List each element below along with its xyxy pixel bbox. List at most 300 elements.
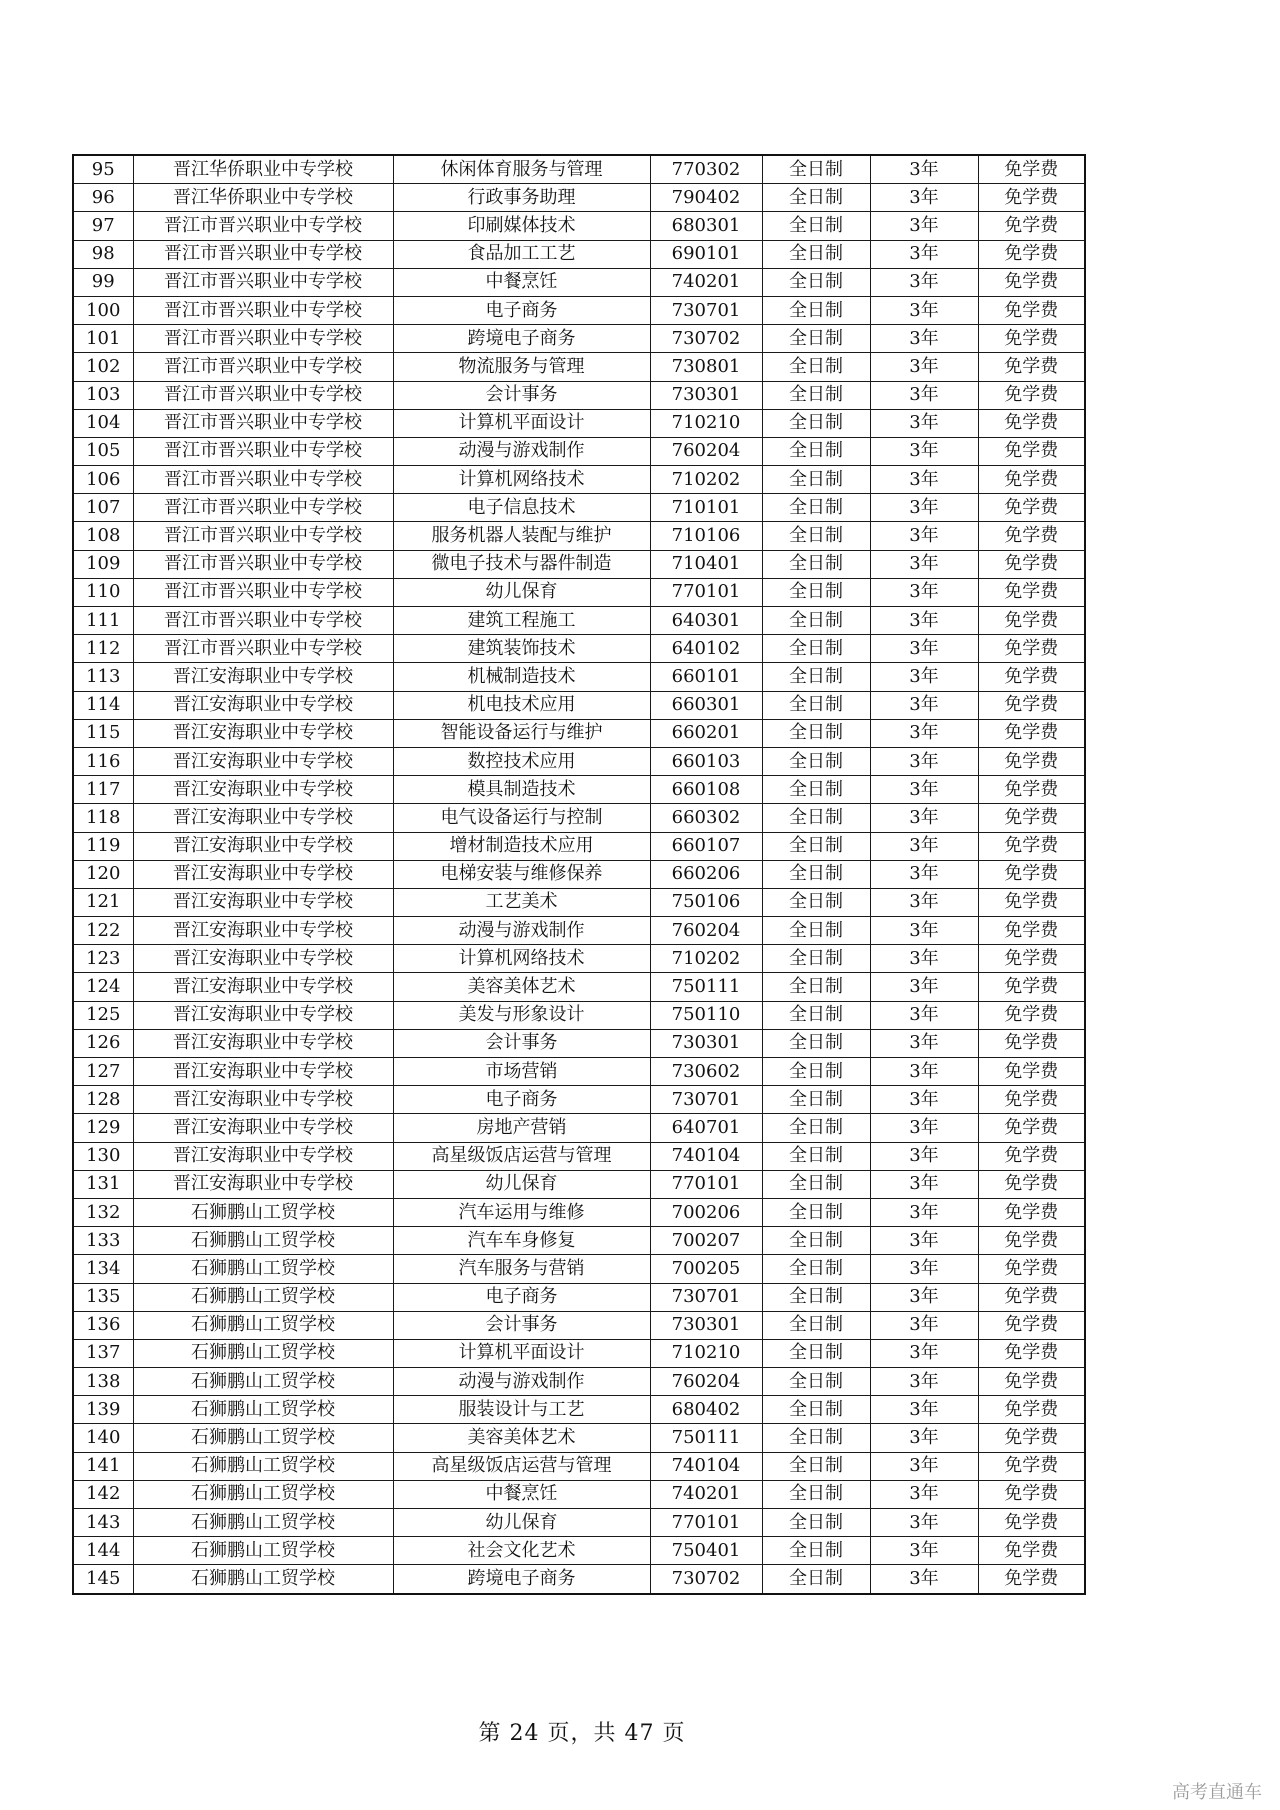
tuition-cell: 免学费 [978, 1114, 1085, 1142]
school-name-cell: 晋江市晋兴职业中专学校 [133, 466, 393, 494]
page-suffix: 页 [662, 1721, 686, 1746]
tuition-cell: 免学费 [978, 1509, 1085, 1537]
duration-cell: 3年 [870, 184, 978, 212]
table-row [73, 1114, 1085, 1142]
major-name-cell: 美发与形象设计 [393, 1001, 650, 1029]
enrollment-table [72, 154, 1086, 1595]
tuition-cell: 免学费 [978, 832, 1085, 860]
tuition-cell: 免学费 [978, 1339, 1085, 1367]
duration-cell: 3年 [870, 437, 978, 465]
major-name-cell: 电气设备运行与控制 [393, 804, 650, 832]
duration-cell: 3年 [870, 1452, 978, 1480]
major-code-cell: 710401 [650, 550, 762, 578]
major-code-cell: 750106 [650, 888, 762, 916]
table-row [73, 832, 1085, 860]
table-row [73, 494, 1085, 522]
tuition-cell: 免学费 [978, 917, 1085, 945]
major-code-cell: 770101 [650, 1509, 762, 1537]
duration-cell: 3年 [870, 1198, 978, 1226]
duration-cell: 3年 [870, 1339, 978, 1367]
school-name-cell: 晋江安海职业中专学校 [133, 832, 393, 860]
table-row [73, 1142, 1085, 1170]
row-index-cell: 114 [73, 691, 133, 719]
study-mode-cell: 全日制 [762, 1142, 870, 1170]
study-mode-cell: 全日制 [762, 1480, 870, 1508]
duration-cell: 3年 [870, 409, 978, 437]
major-code-cell: 730701 [650, 1283, 762, 1311]
major-name-cell: 微电子技术与器件制造 [393, 550, 650, 578]
row-index-cell: 120 [73, 860, 133, 888]
study-mode-cell: 全日制 [762, 860, 870, 888]
major-code-cell: 770101 [650, 578, 762, 606]
study-mode-cell: 全日制 [762, 466, 870, 494]
major-name-cell: 高星级饭店运营与管理 [393, 1142, 650, 1170]
major-code-cell: 730702 [650, 1565, 762, 1594]
row-index-cell: 116 [73, 747, 133, 775]
school-name-cell: 石狮鹏山工贸学校 [133, 1452, 393, 1480]
tuition-cell: 免学费 [978, 1029, 1085, 1057]
tuition-cell: 免学费 [978, 1368, 1085, 1396]
row-index-cell: 137 [73, 1339, 133, 1367]
school-name-cell: 晋江安海职业中专学校 [133, 804, 393, 832]
study-mode-cell: 全日制 [762, 1565, 870, 1594]
duration-cell: 3年 [870, 240, 978, 268]
table-row [73, 888, 1085, 916]
tuition-cell: 免学费 [978, 155, 1085, 184]
row-index-cell: 141 [73, 1452, 133, 1480]
watermark-text: 高考直通车 [1172, 1782, 1262, 1803]
table-row [73, 409, 1085, 437]
study-mode-cell: 全日制 [762, 268, 870, 296]
major-name-cell: 计算机网络技术 [393, 466, 650, 494]
duration-cell: 3年 [870, 466, 978, 494]
school-name-cell: 晋江安海职业中专学校 [133, 1086, 393, 1114]
study-mode-cell: 全日制 [762, 1283, 870, 1311]
row-index-cell: 125 [73, 1001, 133, 1029]
major-name-cell: 汽车服务与营销 [393, 1255, 650, 1283]
major-name-cell: 会计事务 [393, 381, 650, 409]
major-name-cell: 计算机平面设计 [393, 1339, 650, 1367]
major-name-cell: 增材制造技术应用 [393, 832, 650, 860]
duration-cell: 3年 [870, 973, 978, 1001]
study-mode-cell: 全日制 [762, 522, 870, 550]
major-code-cell: 750111 [650, 973, 762, 1001]
row-index-cell: 132 [73, 1198, 133, 1226]
study-mode-cell: 全日制 [762, 437, 870, 465]
school-name-cell: 石狮鹏山工贸学校 [133, 1480, 393, 1508]
tuition-cell: 免学费 [978, 1565, 1085, 1594]
duration-cell: 3年 [870, 296, 978, 324]
duration-cell: 3年 [870, 1114, 978, 1142]
duration-cell: 3年 [870, 1058, 978, 1086]
table-row [73, 240, 1085, 268]
school-name-cell: 晋江市晋兴职业中专学校 [133, 494, 393, 522]
major-name-cell: 智能设备运行与维护 [393, 719, 650, 747]
study-mode-cell: 全日制 [762, 240, 870, 268]
study-mode-cell: 全日制 [762, 1227, 870, 1255]
duration-cell: 3年 [870, 1255, 978, 1283]
tuition-cell: 免学费 [978, 945, 1085, 973]
study-mode-cell: 全日制 [762, 578, 870, 606]
major-code-cell: 660103 [650, 747, 762, 775]
row-index-cell: 100 [73, 296, 133, 324]
major-code-cell: 740201 [650, 268, 762, 296]
major-code-cell: 730301 [650, 1311, 762, 1339]
tuition-cell: 免学费 [978, 1086, 1085, 1114]
tuition-cell: 免学费 [978, 1480, 1085, 1508]
study-mode-cell: 全日制 [762, 409, 870, 437]
school-name-cell: 石狮鹏山工贸学校 [133, 1396, 393, 1424]
table-row [73, 1537, 1085, 1565]
row-index-cell: 107 [73, 494, 133, 522]
major-code-cell: 690101 [650, 240, 762, 268]
table-row [73, 1255, 1085, 1283]
table-row [73, 917, 1085, 945]
study-mode-cell: 全日制 [762, 832, 870, 860]
row-index-cell: 97 [73, 212, 133, 240]
page-number: 24 [509, 1721, 540, 1746]
major-name-cell: 建筑工程施工 [393, 607, 650, 635]
table-row [73, 1396, 1085, 1424]
school-name-cell: 晋江市晋兴职业中专学校 [133, 353, 393, 381]
major-name-cell: 中餐烹饪 [393, 1480, 650, 1508]
tuition-cell: 免学费 [978, 409, 1085, 437]
table-row [73, 804, 1085, 832]
row-index-cell: 113 [73, 663, 133, 691]
table-row [73, 1565, 1085, 1594]
study-mode-cell: 全日制 [762, 1255, 870, 1283]
major-code-cell: 700207 [650, 1227, 762, 1255]
school-name-cell: 石狮鹏山工贸学校 [133, 1227, 393, 1255]
row-index-cell: 99 [73, 268, 133, 296]
row-index-cell: 138 [73, 1368, 133, 1396]
study-mode-cell: 全日制 [762, 917, 870, 945]
table-row [73, 663, 1085, 691]
table-row [73, 578, 1085, 606]
tuition-cell: 免学费 [978, 1058, 1085, 1086]
page-footer [0, 1716, 1164, 1747]
major-name-cell: 电子信息技术 [393, 494, 650, 522]
study-mode-cell: 全日制 [762, 550, 870, 578]
row-index-cell: 123 [73, 945, 133, 973]
row-index-cell: 110 [73, 578, 133, 606]
study-mode-cell: 全日制 [762, 381, 870, 409]
duration-cell: 3年 [870, 1368, 978, 1396]
row-index-cell: 142 [73, 1480, 133, 1508]
row-index-cell: 139 [73, 1396, 133, 1424]
major-code-cell: 660107 [650, 832, 762, 860]
study-mode-cell: 全日制 [762, 776, 870, 804]
row-index-cell: 134 [73, 1255, 133, 1283]
study-mode-cell: 全日制 [762, 1311, 870, 1339]
duration-cell: 3年 [870, 578, 978, 606]
duration-cell: 3年 [870, 522, 978, 550]
study-mode-cell: 全日制 [762, 945, 870, 973]
duration-cell: 3年 [870, 832, 978, 860]
tuition-cell: 免学费 [978, 691, 1085, 719]
study-mode-cell: 全日制 [762, 1198, 870, 1226]
tuition-cell: 免学费 [978, 1452, 1085, 1480]
table-row [73, 1311, 1085, 1339]
major-code-cell: 710101 [650, 494, 762, 522]
major-name-cell: 社会文化艺术 [393, 1537, 650, 1565]
row-index-cell: 128 [73, 1086, 133, 1114]
major-name-cell: 房地产营销 [393, 1114, 650, 1142]
tuition-cell: 免学费 [978, 1396, 1085, 1424]
major-name-cell: 中餐烹饪 [393, 268, 650, 296]
school-name-cell: 晋江安海职业中专学校 [133, 776, 393, 804]
table-row [73, 381, 1085, 409]
major-code-cell: 730301 [650, 1029, 762, 1057]
major-code-cell: 680402 [650, 1396, 762, 1424]
study-mode-cell: 全日制 [762, 1509, 870, 1537]
tuition-cell: 免学费 [978, 1227, 1085, 1255]
school-name-cell: 石狮鹏山工贸学校 [133, 1509, 393, 1537]
school-name-cell: 晋江市晋兴职业中专学校 [133, 550, 393, 578]
school-name-cell: 晋江市晋兴职业中专学校 [133, 212, 393, 240]
major-code-cell: 790402 [650, 184, 762, 212]
duration-cell: 3年 [870, 1001, 978, 1029]
tuition-cell: 免学费 [978, 1283, 1085, 1311]
row-index-cell: 127 [73, 1058, 133, 1086]
school-name-cell: 晋江安海职业中专学校 [133, 1170, 393, 1198]
row-index-cell: 108 [73, 522, 133, 550]
major-name-cell: 会计事务 [393, 1029, 650, 1057]
major-code-cell: 740201 [650, 1480, 762, 1508]
major-code-cell: 660108 [650, 776, 762, 804]
row-index-cell: 122 [73, 917, 133, 945]
row-index-cell: 129 [73, 1114, 133, 1142]
row-index-cell: 131 [73, 1170, 133, 1198]
study-mode-cell: 全日制 [762, 607, 870, 635]
tuition-cell: 免学费 [978, 494, 1085, 522]
table-row [73, 268, 1085, 296]
duration-cell: 3年 [870, 1142, 978, 1170]
table-row [73, 719, 1085, 747]
duration-cell: 3年 [870, 607, 978, 635]
major-name-cell: 幼儿保育 [393, 1170, 650, 1198]
school-name-cell: 晋江安海职业中专学校 [133, 691, 393, 719]
duration-cell: 3年 [870, 888, 978, 916]
major-name-cell: 机械制造技术 [393, 663, 650, 691]
major-name-cell: 数控技术应用 [393, 747, 650, 775]
table-row [73, 945, 1085, 973]
major-name-cell: 会计事务 [393, 1311, 650, 1339]
major-name-cell: 物流服务与管理 [393, 353, 650, 381]
row-index-cell: 136 [73, 1311, 133, 1339]
study-mode-cell: 全日制 [762, 325, 870, 353]
major-code-cell: 640102 [650, 635, 762, 663]
school-name-cell: 晋江安海职业中专学校 [133, 1001, 393, 1029]
major-code-cell: 710202 [650, 466, 762, 494]
major-name-cell: 幼儿保育 [393, 578, 650, 606]
study-mode-cell: 全日制 [762, 719, 870, 747]
table-row [73, 1509, 1085, 1537]
duration-cell: 3年 [870, 945, 978, 973]
major-code-cell: 640701 [650, 1114, 762, 1142]
row-index-cell: 104 [73, 409, 133, 437]
major-name-cell: 机电技术应用 [393, 691, 650, 719]
major-name-cell: 食品加工工艺 [393, 240, 650, 268]
row-index-cell: 105 [73, 437, 133, 465]
major-name-cell: 电子商务 [393, 1086, 650, 1114]
duration-cell: 3年 [870, 1424, 978, 1452]
major-name-cell: 印刷媒体技术 [393, 212, 650, 240]
school-name-cell: 晋江市晋兴职业中专学校 [133, 635, 393, 663]
tuition-cell: 免学费 [978, 1001, 1085, 1029]
table-row [73, 1001, 1085, 1029]
table-row [73, 1086, 1085, 1114]
study-mode-cell: 全日制 [762, 691, 870, 719]
school-name-cell: 石狮鹏山工贸学校 [133, 1424, 393, 1452]
tuition-cell: 免学费 [978, 1255, 1085, 1283]
duration-cell: 3年 [870, 1227, 978, 1255]
major-code-cell: 740104 [650, 1142, 762, 1170]
major-name-cell: 动漫与游戏制作 [393, 1368, 650, 1396]
major-name-cell: 汽车运用与维修 [393, 1198, 650, 1226]
tuition-cell: 免学费 [978, 325, 1085, 353]
duration-cell: 3年 [870, 1396, 978, 1424]
school-name-cell: 晋江安海职业中专学校 [133, 888, 393, 916]
table-row [73, 155, 1085, 184]
major-name-cell: 模具制造技术 [393, 776, 650, 804]
major-code-cell: 760204 [650, 437, 762, 465]
school-name-cell: 石狮鹏山工贸学校 [133, 1198, 393, 1226]
row-index-cell: 118 [73, 804, 133, 832]
major-code-cell: 710106 [650, 522, 762, 550]
school-name-cell: 晋江市晋兴职业中专学校 [133, 437, 393, 465]
duration-cell: 3年 [870, 663, 978, 691]
row-index-cell: 103 [73, 381, 133, 409]
major-code-cell: 730801 [650, 353, 762, 381]
tuition-cell: 免学费 [978, 1170, 1085, 1198]
school-name-cell: 晋江安海职业中专学校 [133, 945, 393, 973]
study-mode-cell: 全日制 [762, 747, 870, 775]
table-row [73, 1058, 1085, 1086]
major-code-cell: 730702 [650, 325, 762, 353]
table-row [73, 1452, 1085, 1480]
table-row [73, 691, 1085, 719]
tuition-cell: 免学费 [978, 663, 1085, 691]
tuition-cell: 免学费 [978, 1311, 1085, 1339]
major-code-cell: 760204 [650, 917, 762, 945]
table-row [73, 550, 1085, 578]
tuition-cell: 免学费 [978, 973, 1085, 1001]
study-mode-cell: 全日制 [762, 1396, 870, 1424]
major-name-cell: 建筑装饰技术 [393, 635, 650, 663]
school-name-cell: 晋江市晋兴职业中专学校 [133, 409, 393, 437]
tuition-cell: 免学费 [978, 719, 1085, 747]
school-name-cell: 晋江安海职业中专学校 [133, 860, 393, 888]
duration-cell: 3年 [870, 691, 978, 719]
table-row [73, 1339, 1085, 1367]
duration-cell: 3年 [870, 804, 978, 832]
major-code-cell: 660101 [650, 663, 762, 691]
tuition-cell: 免学费 [978, 747, 1085, 775]
tuition-cell: 免学费 [978, 550, 1085, 578]
table-row [73, 1283, 1085, 1311]
duration-cell: 3年 [870, 494, 978, 522]
study-mode-cell: 全日制 [762, 1170, 870, 1198]
tuition-cell: 免学费 [978, 184, 1085, 212]
table-row [73, 1029, 1085, 1057]
study-mode-cell: 全日制 [762, 1114, 870, 1142]
study-mode-cell: 全日制 [762, 888, 870, 916]
duration-cell: 3年 [870, 550, 978, 578]
school-name-cell: 晋江市晋兴职业中专学校 [133, 381, 393, 409]
table-row [73, 296, 1085, 324]
school-name-cell: 晋江安海职业中专学校 [133, 1142, 393, 1170]
duration-cell: 3年 [870, 776, 978, 804]
school-name-cell: 晋江安海职业中专学校 [133, 663, 393, 691]
tuition-cell: 免学费 [978, 353, 1085, 381]
school-name-cell: 晋江安海职业中专学校 [133, 917, 393, 945]
row-index-cell: 130 [73, 1142, 133, 1170]
table-row [73, 437, 1085, 465]
major-code-cell: 700206 [650, 1198, 762, 1226]
study-mode-cell: 全日制 [762, 1001, 870, 1029]
school-name-cell: 晋江市晋兴职业中专学校 [133, 325, 393, 353]
school-name-cell: 晋江市晋兴职业中专学校 [133, 268, 393, 296]
duration-cell: 3年 [870, 268, 978, 296]
table-row [73, 1368, 1085, 1396]
row-index-cell: 95 [73, 155, 133, 184]
duration-cell: 3年 [870, 1029, 978, 1057]
table-row [73, 212, 1085, 240]
school-name-cell: 晋江安海职业中专学校 [133, 1114, 393, 1142]
table-row [73, 353, 1085, 381]
major-name-cell: 电梯安装与维修保养 [393, 860, 650, 888]
row-index-cell: 106 [73, 466, 133, 494]
school-name-cell: 晋江安海职业中专学校 [133, 1029, 393, 1057]
tuition-cell: 免学费 [978, 888, 1085, 916]
study-mode-cell: 全日制 [762, 155, 870, 184]
major-name-cell: 高星级饭店运营与管理 [393, 1452, 650, 1480]
table-row [73, 860, 1085, 888]
row-index-cell: 133 [73, 1227, 133, 1255]
school-name-cell: 晋江华侨职业中专学校 [133, 184, 393, 212]
major-code-cell: 750110 [650, 1001, 762, 1029]
study-mode-cell: 全日制 [762, 635, 870, 663]
major-name-cell: 服装设计与工艺 [393, 1396, 650, 1424]
major-code-cell: 660206 [650, 860, 762, 888]
row-index-cell: 112 [73, 635, 133, 663]
school-name-cell: 晋江华侨职业中专学校 [133, 155, 393, 184]
major-name-cell: 计算机网络技术 [393, 945, 650, 973]
table-row [73, 466, 1085, 494]
tuition-cell: 免学费 [978, 268, 1085, 296]
tuition-cell: 免学费 [978, 212, 1085, 240]
tuition-cell: 免学费 [978, 776, 1085, 804]
tuition-cell: 免学费 [978, 1198, 1085, 1226]
major-code-cell: 660201 [650, 719, 762, 747]
tuition-cell: 免学费 [978, 607, 1085, 635]
school-name-cell: 晋江市晋兴职业中专学校 [133, 240, 393, 268]
major-code-cell: 660301 [650, 691, 762, 719]
duration-cell: 3年 [870, 1537, 978, 1565]
table-row [73, 184, 1085, 212]
duration-cell: 3年 [870, 860, 978, 888]
school-name-cell: 晋江安海职业中专学校 [133, 747, 393, 775]
page-prefix: 第 [478, 1721, 502, 1746]
study-mode-cell: 全日制 [762, 1452, 870, 1480]
table-body [73, 155, 1085, 1594]
school-name-cell: 晋江市晋兴职业中专学校 [133, 607, 393, 635]
table-row [73, 776, 1085, 804]
school-name-cell: 晋江市晋兴职业中专学校 [133, 578, 393, 606]
tuition-cell: 免学费 [978, 1537, 1085, 1565]
duration-cell: 3年 [870, 1170, 978, 1198]
